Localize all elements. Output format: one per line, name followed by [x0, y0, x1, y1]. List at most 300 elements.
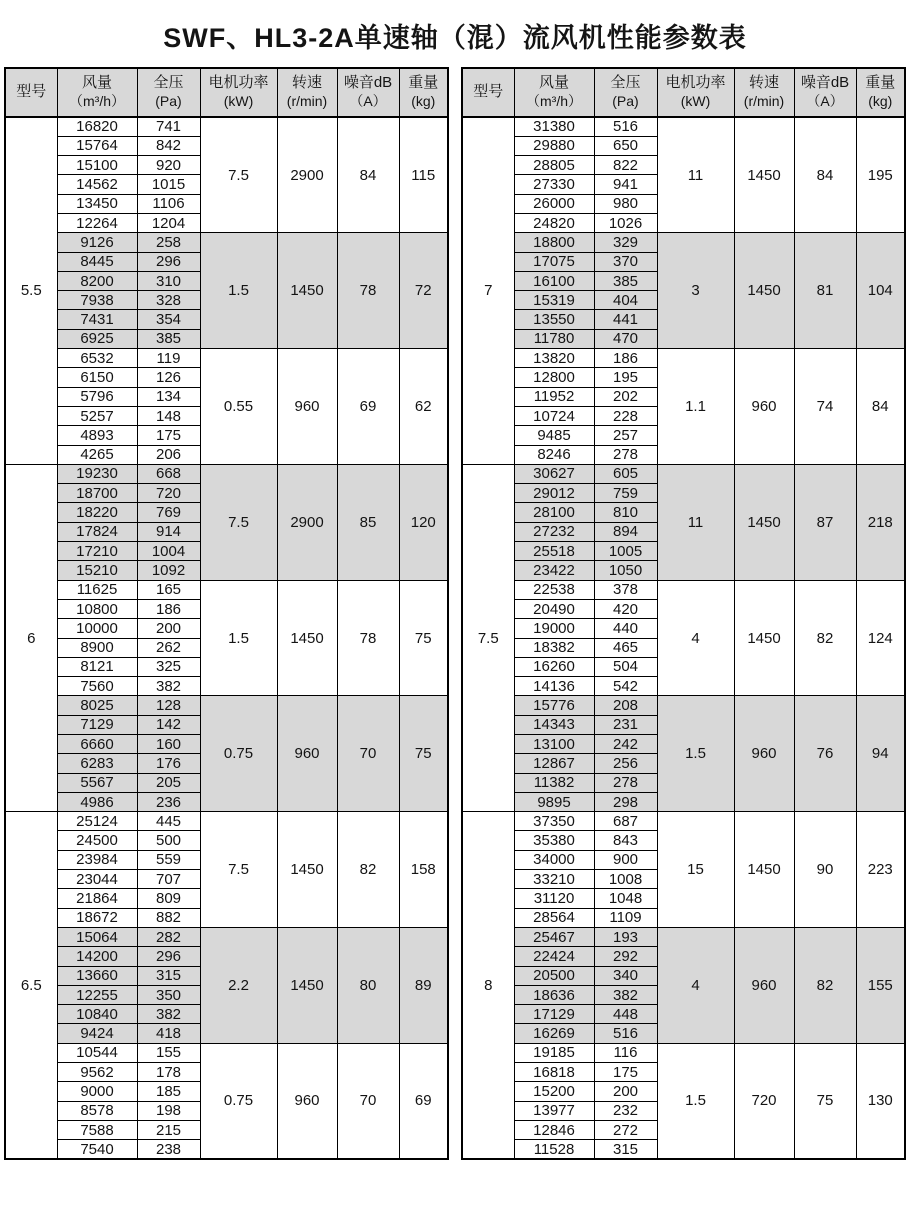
airflow-cell: 19000 [514, 619, 594, 638]
weight-cell: 75 [399, 696, 448, 812]
pressure-cell: 914 [137, 522, 200, 541]
airflow-cell: 29012 [514, 484, 594, 503]
pressure-cell: 1048 [594, 889, 657, 908]
pressure-cell: 894 [594, 522, 657, 541]
weight-cell: 223 [856, 812, 905, 928]
pressure-cell: 126 [137, 368, 200, 387]
col-header-noise-line1: 噪音dB [800, 74, 850, 92]
col-header-speed-line2: (r/min) [286, 93, 328, 110]
airflow-cell: 12846 [514, 1120, 594, 1139]
pressure-cell: 340 [594, 966, 657, 985]
airflow-cell: 27330 [514, 175, 594, 194]
noise-cell: 70 [337, 1043, 399, 1159]
speed-cell: 1450 [734, 117, 794, 233]
noise-cell: 85 [337, 464, 399, 580]
airflow-cell: 7540 [57, 1140, 137, 1159]
pressure-cell: 542 [594, 677, 657, 696]
model-cell: 8 [462, 812, 514, 1159]
pressure-cell: 186 [137, 599, 200, 618]
weight-cell: 84 [856, 349, 905, 465]
table-row [462, 696, 905, 715]
col-header-noise-line1: 噪音dB [343, 74, 393, 92]
airflow-cell: 25124 [57, 812, 137, 831]
airflow-cell: 8578 [57, 1101, 137, 1120]
pressure-cell: 440 [594, 619, 657, 638]
table-row [462, 233, 905, 252]
col-header-power-line1: 电机功率 [665, 74, 726, 92]
airflow-cell: 26000 [514, 194, 594, 213]
speed-cell: 1450 [277, 927, 337, 1043]
airflow-cell: 5796 [57, 387, 137, 406]
pressure-cell: 559 [137, 850, 200, 869]
weight-cell: 218 [856, 464, 905, 580]
pressure-cell: 202 [594, 387, 657, 406]
pressure-cell: 315 [137, 966, 200, 985]
pressure-cell: 128 [137, 696, 200, 715]
airflow-cell: 22424 [514, 947, 594, 966]
pressure-cell: 296 [137, 252, 200, 271]
pressure-cell: 448 [594, 1005, 657, 1024]
noise-cell: 75 [794, 1043, 856, 1159]
model-cell: 5.5 [5, 117, 57, 464]
power-cell: 11 [657, 117, 734, 233]
airflow-cell: 24820 [514, 213, 594, 232]
airflow-cell: 14200 [57, 947, 137, 966]
pressure-cell: 465 [594, 638, 657, 657]
power-cell: 1.5 [657, 696, 734, 812]
noise-cell: 78 [337, 580, 399, 696]
col-header-power [200, 68, 277, 117]
weight-cell: 62 [399, 349, 448, 465]
airflow-cell: 18672 [57, 908, 137, 927]
col-header-noise [794, 68, 856, 117]
pressure-cell: 186 [594, 349, 657, 368]
pressure-cell: 385 [137, 329, 200, 348]
power-cell: 4 [657, 927, 734, 1043]
model-cell: 6.5 [5, 812, 57, 1159]
airflow-cell: 35380 [514, 831, 594, 850]
pressure-cell: 404 [594, 291, 657, 310]
pressure-cell: 1015 [137, 175, 200, 194]
airflow-cell: 34000 [514, 850, 594, 869]
pressure-cell: 1109 [594, 908, 657, 927]
table-row [5, 1043, 448, 1062]
speed-cell: 960 [734, 696, 794, 812]
pressure-cell: 232 [594, 1101, 657, 1120]
table-row [462, 1043, 905, 1062]
pressure-cell: 385 [594, 271, 657, 290]
col-header-power-line2: (kW) [223, 93, 254, 110]
pressure-cell: 329 [594, 233, 657, 252]
col-header-weight-line1: 重量 [865, 74, 896, 92]
airflow-cell: 12800 [514, 368, 594, 387]
speed-cell: 2900 [277, 464, 337, 580]
airflow-cell: 16260 [514, 657, 594, 676]
noise-cell: 76 [794, 696, 856, 812]
pressure-cell: 185 [137, 1082, 200, 1101]
pressure-cell: 205 [137, 773, 200, 792]
airflow-cell: 13660 [57, 966, 137, 985]
airflow-cell: 37350 [514, 812, 594, 831]
pressure-cell: 175 [137, 426, 200, 445]
model-cell: 6 [5, 464, 57, 811]
airflow-cell: 12255 [57, 985, 137, 1004]
airflow-cell: 19185 [514, 1043, 594, 1062]
pressure-cell: 500 [137, 831, 200, 850]
airflow-cell: 20500 [514, 966, 594, 985]
pressure-cell: 178 [137, 1063, 200, 1082]
speed-cell: 1450 [734, 580, 794, 696]
weight-cell: 75 [399, 580, 448, 696]
airflow-cell: 9895 [514, 792, 594, 811]
pressure-cell: 382 [594, 985, 657, 1004]
table-row [5, 349, 448, 368]
pressure-cell: 282 [137, 927, 200, 946]
noise-cell: 90 [794, 812, 856, 928]
col-header-pressure-line2: (Pa) [155, 93, 182, 110]
airflow-cell: 11382 [514, 773, 594, 792]
power-cell: 15 [657, 812, 734, 928]
power-cell: 0.55 [200, 349, 277, 465]
airflow-cell: 25467 [514, 927, 594, 946]
table-row [5, 927, 448, 946]
pressure-cell: 843 [594, 831, 657, 850]
airflow-cell: 15100 [57, 156, 137, 175]
pressure-cell: 298 [594, 792, 657, 811]
airflow-cell: 12867 [514, 754, 594, 773]
fan-table-right [461, 67, 906, 1160]
speed-cell: 1450 [277, 812, 337, 928]
pressure-cell: 900 [594, 850, 657, 869]
noise-cell: 82 [794, 927, 856, 1043]
weight-cell: 89 [399, 927, 448, 1043]
table-row [462, 349, 905, 368]
airflow-cell: 25518 [514, 542, 594, 561]
airflow-cell: 11780 [514, 329, 594, 348]
pressure-cell: 769 [137, 503, 200, 522]
fan-table-left [4, 67, 449, 1160]
col-header-airflow-line1: 风量 [81, 74, 112, 92]
weight-cell: 124 [856, 580, 905, 696]
pressure-cell: 257 [594, 426, 657, 445]
airflow-cell: 9000 [57, 1082, 137, 1101]
airflow-cell: 8025 [57, 696, 137, 715]
col-header-power-line1: 电机功率 [208, 74, 269, 92]
airflow-cell: 11625 [57, 580, 137, 599]
airflow-cell: 13977 [514, 1101, 594, 1120]
power-cell: 7.5 [200, 812, 277, 928]
airflow-cell: 21864 [57, 889, 137, 908]
airflow-cell: 7431 [57, 310, 137, 329]
pressure-cell: 198 [137, 1101, 200, 1120]
pressure-cell: 256 [594, 754, 657, 773]
airflow-cell: 20490 [514, 599, 594, 618]
airflow-cell: 17210 [57, 542, 137, 561]
pressure-cell: 116 [594, 1043, 657, 1062]
pressure-cell: 310 [137, 271, 200, 290]
pressure-cell: 741 [137, 117, 200, 136]
power-cell: 1.5 [200, 580, 277, 696]
pressure-cell: 382 [137, 1005, 200, 1024]
noise-cell: 69 [337, 349, 399, 465]
power-cell: 7.5 [200, 117, 277, 233]
airflow-cell: 29880 [514, 136, 594, 155]
power-cell: 11 [657, 464, 734, 580]
pressure-cell: 882 [137, 908, 200, 927]
airflow-cell: 18220 [57, 503, 137, 522]
col-header-airflow [57, 68, 137, 117]
weight-cell: 115 [399, 117, 448, 233]
pressure-cell: 441 [594, 310, 657, 329]
airflow-cell: 6925 [57, 329, 137, 348]
airflow-cell: 23984 [57, 850, 137, 869]
weight-cell: 130 [856, 1043, 905, 1159]
pressure-cell: 1005 [594, 542, 657, 561]
weight-cell: 120 [399, 464, 448, 580]
airflow-cell: 8200 [57, 271, 137, 290]
speed-cell: 720 [734, 1043, 794, 1159]
pressure-cell: 822 [594, 156, 657, 175]
pressure-cell: 292 [594, 947, 657, 966]
power-cell: 1.5 [657, 1043, 734, 1159]
pressure-cell: 176 [137, 754, 200, 773]
col-header-noise [337, 68, 399, 117]
airflow-cell: 28805 [514, 156, 594, 175]
pressure-cell: 941 [594, 175, 657, 194]
pressure-cell: 258 [137, 233, 200, 252]
col-header-pressure [594, 68, 657, 117]
pressure-cell: 215 [137, 1120, 200, 1139]
airflow-cell: 23044 [57, 870, 137, 889]
weight-cell: 104 [856, 233, 905, 349]
pressure-cell: 418 [137, 1024, 200, 1043]
airflow-cell: 13450 [57, 194, 137, 213]
pressure-cell: 142 [137, 715, 200, 734]
speed-cell: 1450 [734, 464, 794, 580]
col-header-noise-line2: （A） [349, 93, 387, 110]
table-row [462, 464, 905, 483]
power-cell: 3 [657, 233, 734, 349]
weight-cell: 155 [856, 927, 905, 1043]
col-header-airflow-line2: （m³/h） [526, 93, 582, 110]
airflow-cell: 16820 [57, 117, 137, 136]
model-cell: 7.5 [462, 464, 514, 811]
pressure-cell: 231 [594, 715, 657, 734]
pressure-cell: 504 [594, 657, 657, 676]
pressure-cell: 809 [137, 889, 200, 908]
airflow-cell: 6150 [57, 368, 137, 387]
pressure-cell: 1026 [594, 213, 657, 232]
col-header-airflow-line1: 风量 [538, 74, 569, 92]
pressure-cell: 148 [137, 406, 200, 425]
pressure-cell: 668 [137, 464, 200, 483]
pressure-cell: 296 [137, 947, 200, 966]
pressure-cell: 155 [137, 1043, 200, 1062]
table-row [5, 233, 448, 252]
airflow-cell: 27232 [514, 522, 594, 541]
pressure-cell: 238 [137, 1140, 200, 1159]
pressure-cell: 687 [594, 812, 657, 831]
col-header-speed-line1: 转速 [291, 74, 322, 92]
speed-cell: 2900 [277, 117, 337, 233]
airflow-cell: 6660 [57, 735, 137, 754]
pressure-cell: 650 [594, 136, 657, 155]
airflow-cell: 28100 [514, 503, 594, 522]
col-header-pressure [137, 68, 200, 117]
noise-cell: 84 [794, 117, 856, 233]
noise-cell: 70 [337, 696, 399, 812]
airflow-cell: 10000 [57, 619, 137, 638]
speed-cell: 960 [734, 349, 794, 465]
speed-cell: 1450 [277, 233, 337, 349]
airflow-cell: 15200 [514, 1082, 594, 1101]
weight-cell: 158 [399, 812, 448, 928]
col-header-speed-line1: 转速 [748, 74, 779, 92]
pressure-cell: 1004 [137, 542, 200, 561]
airflow-cell: 8445 [57, 252, 137, 271]
weight-cell: 94 [856, 696, 905, 812]
pressure-cell: 242 [594, 735, 657, 754]
table-row [462, 117, 905, 136]
col-header-power-line2: (kW) [680, 93, 711, 110]
table-row [5, 464, 448, 483]
airflow-cell: 23422 [514, 561, 594, 580]
pressure-cell: 382 [137, 677, 200, 696]
speed-cell: 960 [277, 349, 337, 465]
pressure-cell: 262 [137, 638, 200, 657]
pressure-cell: 1050 [594, 561, 657, 580]
airflow-cell: 16818 [514, 1063, 594, 1082]
pressure-cell: 605 [594, 464, 657, 483]
airflow-cell: 13820 [514, 349, 594, 368]
power-cell: 7.5 [200, 464, 277, 580]
airflow-cell: 14343 [514, 715, 594, 734]
airflow-cell: 15319 [514, 291, 594, 310]
weight-cell: 69 [399, 1043, 448, 1159]
airflow-cell: 9485 [514, 426, 594, 445]
col-header-weight-line2: (kg) [411, 93, 436, 110]
airflow-cell: 17824 [57, 522, 137, 541]
airflow-cell: 16100 [514, 271, 594, 290]
airflow-cell: 4265 [57, 445, 137, 464]
pressure-cell: 278 [594, 773, 657, 792]
airflow-cell: 10724 [514, 406, 594, 425]
speed-cell: 1450 [734, 812, 794, 928]
pressure-cell: 193 [594, 927, 657, 946]
power-cell: 1.1 [657, 349, 734, 465]
col-header-model: 型号 [462, 68, 514, 117]
table-row [462, 927, 905, 946]
airflow-cell: 18700 [57, 484, 137, 503]
airflow-cell: 11952 [514, 387, 594, 406]
pressure-cell: 842 [137, 136, 200, 155]
power-cell: 1.5 [200, 233, 277, 349]
power-cell: 4 [657, 580, 734, 696]
pressure-cell: 160 [137, 735, 200, 754]
airflow-cell: 13550 [514, 310, 594, 329]
noise-cell: 82 [794, 580, 856, 696]
pressure-cell: 707 [137, 870, 200, 889]
noise-cell: 82 [337, 812, 399, 928]
airflow-cell: 15764 [57, 136, 137, 155]
pressure-cell: 119 [137, 349, 200, 368]
pressure-cell: 1204 [137, 213, 200, 232]
airflow-cell: 7129 [57, 715, 137, 734]
airflow-cell: 4986 [57, 792, 137, 811]
table-row [5, 117, 448, 136]
power-cell: 0.75 [200, 1043, 277, 1159]
airflow-cell: 7588 [57, 1120, 137, 1139]
weight-cell: 195 [856, 117, 905, 233]
noise-cell: 84 [337, 117, 399, 233]
airflow-cell: 5257 [57, 406, 137, 425]
noise-cell: 80 [337, 927, 399, 1043]
noise-cell: 78 [337, 233, 399, 349]
pressure-cell: 1106 [137, 194, 200, 213]
power-cell: 0.75 [200, 696, 277, 812]
airflow-cell: 8900 [57, 638, 137, 657]
airflow-cell: 5567 [57, 773, 137, 792]
pressure-cell: 315 [594, 1140, 657, 1159]
airflow-cell: 24500 [57, 831, 137, 850]
airflow-cell: 7938 [57, 291, 137, 310]
col-header-speed [734, 68, 794, 117]
airflow-cell: 8246 [514, 445, 594, 464]
speed-cell: 960 [277, 696, 337, 812]
col-header-model: 型号 [5, 68, 57, 117]
airflow-cell: 15776 [514, 696, 594, 715]
pressure-cell: 516 [594, 1024, 657, 1043]
col-header-pressure-line1: 全压 [610, 74, 641, 92]
pressure-cell: 206 [137, 445, 200, 464]
airflow-cell: 7560 [57, 677, 137, 696]
airflow-cell: 19230 [57, 464, 137, 483]
airflow-cell: 18800 [514, 233, 594, 252]
airflow-cell: 16269 [514, 1024, 594, 1043]
pressure-cell: 200 [594, 1082, 657, 1101]
col-header-pressure-line1: 全压 [153, 74, 184, 92]
col-header-power [657, 68, 734, 117]
airflow-cell: 10840 [57, 1005, 137, 1024]
tables-container [0, 67, 910, 1160]
col-header-airflow [514, 68, 594, 117]
table-row [5, 696, 448, 715]
airflow-cell: 9126 [57, 233, 137, 252]
speed-cell: 1450 [734, 233, 794, 349]
col-header-speed [277, 68, 337, 117]
speed-cell: 960 [734, 927, 794, 1043]
pressure-cell: 228 [594, 406, 657, 425]
pressure-cell: 134 [137, 387, 200, 406]
col-header-speed-line2: (r/min) [743, 93, 785, 110]
airflow-cell: 17075 [514, 252, 594, 271]
pressure-cell: 354 [137, 310, 200, 329]
airflow-cell: 13100 [514, 735, 594, 754]
airflow-cell: 33210 [514, 870, 594, 889]
airflow-cell: 15064 [57, 927, 137, 946]
col-header-noise-line2: （A） [806, 93, 844, 110]
airflow-cell: 17129 [514, 1005, 594, 1024]
pressure-cell: 1092 [137, 561, 200, 580]
airflow-cell: 30627 [514, 464, 594, 483]
pressure-cell: 920 [137, 156, 200, 175]
airflow-cell: 9562 [57, 1063, 137, 1082]
airflow-cell: 14562 [57, 175, 137, 194]
table-row [462, 580, 905, 599]
airflow-cell: 18382 [514, 638, 594, 657]
airflow-cell: 4893 [57, 426, 137, 445]
pressure-cell: 1008 [594, 870, 657, 889]
